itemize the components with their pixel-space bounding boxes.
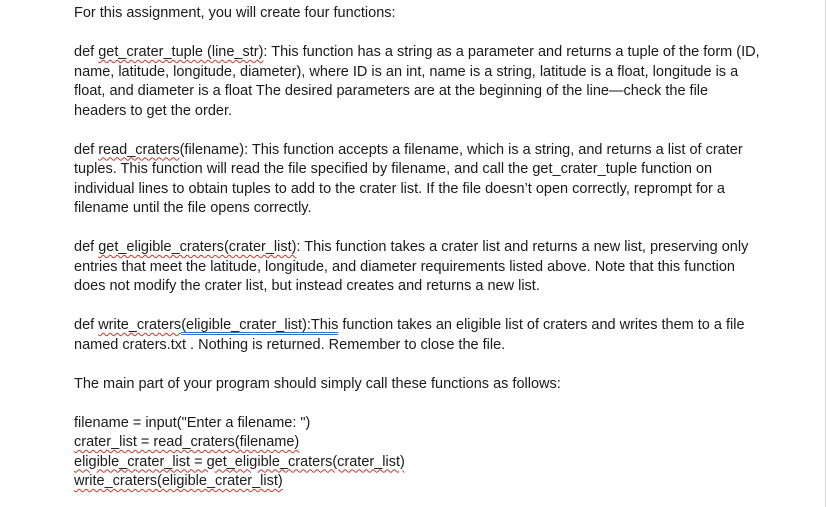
function-description: function takes an eligible list of craters and writes them to a file named craters.txt . Nothing is returned. Remember to close the file. (74, 317, 745, 353)
code-line: crater_list = read_craters(filename) (74, 434, 300, 450)
code-line: filename = input("Enter a filename: ") (74, 414, 311, 431)
document-body (74, 4, 764, 492)
def-keyword: def (74, 141, 99, 158)
def-keyword: def (74, 239, 99, 255)
function-paragraph-write-craters (74, 316, 764, 355)
intro-paragraph: For this assignment, you will create four functions: (74, 5, 396, 21)
function-description: This function has a string as a parameter and returns a tuple of the form (ID, name, latitude, longitude, diameter), where ID is an int, name is a string, latitude is a float, longitude is a float, and diameter is a float The desired parameters are at the beginning of the line—check the file headers to get the order. (74, 44, 760, 119)
colon: : (263, 44, 272, 60)
code-line: write_craters(eligible_crater_list) (74, 473, 283, 489)
function-description: This function accepts a filename, which is a string, and returns a list of crater tuples. This function will read the file specified by filename, and call the get_crater_tuple function on individual lines to obtain tuples to add to the crater list. If the file doesn’t open correctly, reprompt for a filename until the file opens correctly. (74, 141, 743, 216)
function-description: This function takes a crater list and returns a new list, preserving only entries that meet the latitude, longitude, and diameter requirements listed above. Note that this function does not modify the crater list, but instead creates and returns a new list. (74, 239, 749, 294)
function-name-write-craters: write_craters (98, 317, 182, 333)
colon: : (296, 239, 305, 255)
main-intro-paragraph: The main part of your program should simply call these functions as follows: (74, 375, 561, 392)
function-params: (line_str) (202, 44, 264, 60)
function-params: (filename) (179, 141, 245, 158)
code-line: eligible_crater_list = get_eligible_craters(crater_list) (74, 453, 405, 470)
function-params: (eligible_crater_list):This (181, 317, 339, 333)
function-name-read-craters: read_craters (98, 141, 180, 158)
function-params: (crater_list) (223, 239, 297, 255)
function-paragraph-get-eligible-craters (74, 238, 764, 297)
code-block (74, 414, 764, 492)
colon: : (244, 141, 252, 158)
def-keyword: def (74, 317, 99, 333)
def-keyword: def (74, 44, 99, 60)
function-paragraph-read-craters (74, 141, 764, 219)
function-name-get-eligible-craters: get_eligible_craters (98, 239, 224, 255)
function-paragraph-get-crater-tuple (74, 43, 764, 121)
function-name-get-crater-tuple: get_crater_tuple (98, 44, 203, 60)
